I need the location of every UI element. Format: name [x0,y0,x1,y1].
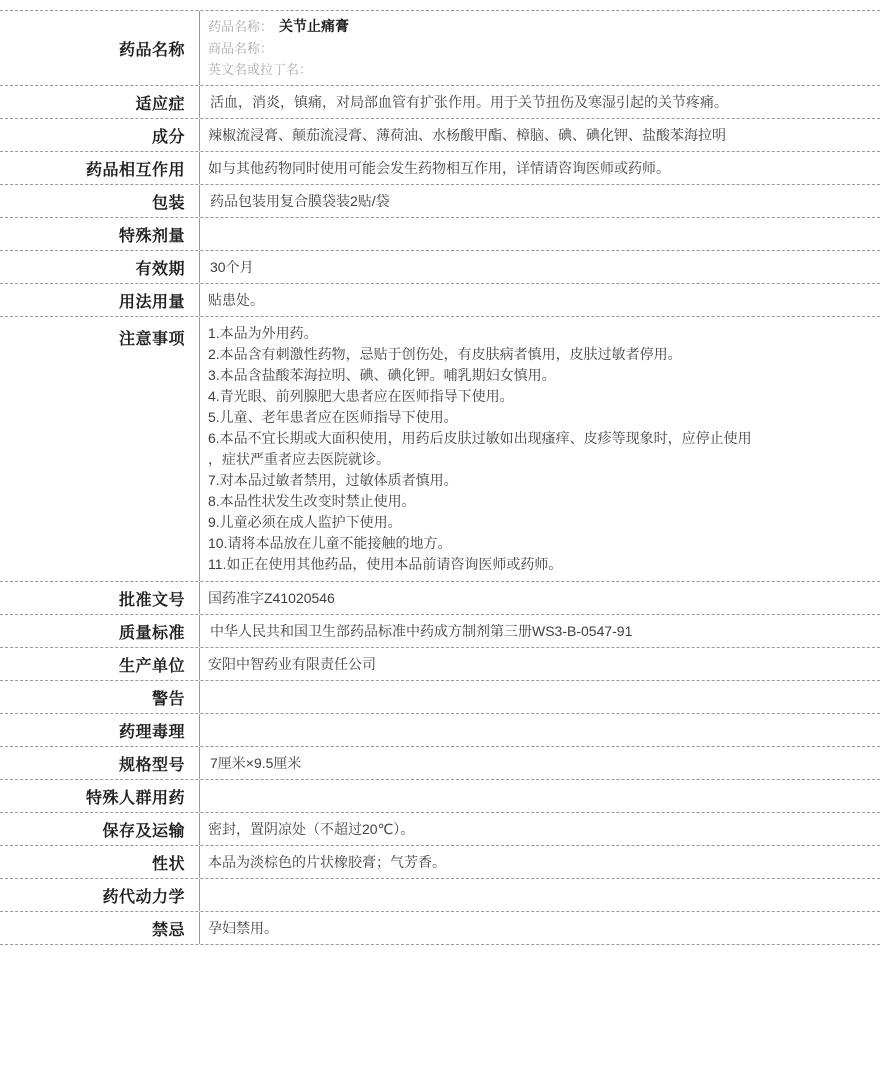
row-value: 密封，置阴凉处（不超过20℃）。 [208,821,415,837]
table-row-approval-number [0,582,880,615]
row-label: 用法用量 [0,284,200,316]
row-label: 包装 [0,185,200,217]
table-row-pharmacology-toxicology [0,714,880,747]
precaution-item: 8.本品性状发生改变时禁止使用。 [208,493,416,509]
table-row-packaging [0,185,880,218]
table-row-contraindications [0,912,880,945]
row-value: 活血，消炎，镇痛，对局部血管有扩张作用。用于关节扭伤及寒湿引起的关节疼痛。 [210,94,728,110]
field-key-drug-name: 药品名称： [208,19,274,34]
table-row-quality-standard [0,615,880,648]
precaution-item: 2.本品含有刺激性药物，忌贴于创伤处，有皮肤病者慎用，皮肤过敏者停用。 [208,346,682,362]
precaution-item: 7.对本品过敏者禁用，过敏体质者慎用。 [208,472,458,488]
precaution-item: 9.儿童必须在成人监护下使用。 [208,514,402,530]
drug-info-table [0,10,880,945]
row-value: 药品包装用复合膜袋装2贴/袋 [210,193,390,209]
precaution-item-wrap: ，症状严重者应去医院就诊。 [208,451,390,467]
table-row-pharmacokinetics [0,879,880,912]
table-row-storage-transport [0,813,880,846]
row-label: 批准文号 [0,582,200,614]
row-label: 生产单位 [0,648,200,680]
row-value: 30个月 [210,259,254,275]
row-label: 适应症 [0,86,200,118]
table-row-manufacturer [0,648,880,681]
table-row-interactions [0,152,880,185]
row-value [200,681,880,713]
table-row-specification [0,747,880,780]
table-row-drug-name [0,11,880,86]
table-row-ingredients [0,119,880,152]
precaution-item: 1.本品为外用药。 [208,325,318,341]
table-row-usage-dosage [0,284,880,317]
trade-name-line [208,38,273,59]
table-row-indications [0,86,880,119]
row-label: 规格型号 [0,747,200,779]
table-row-special-populations [0,780,880,813]
row-label: 药品相互作用 [0,152,200,184]
row-value [200,317,880,581]
row-label: 特殊人群用药 [0,780,200,812]
row-label: 注意事项 [0,317,200,581]
row-label: 质量标准 [0,615,200,647]
precaution-item: 3.本品含盐酸苯海拉明、碘、碘化钾。哺乳期妇女慎用。 [208,367,556,383]
row-value: 辣椒流浸膏、颠茄流浸膏、薄荷油、水杨酸甲酯、樟脑、碘、碘化钾、盐酸苯海拉明 [208,127,726,143]
row-label: 药品名称 [0,11,200,85]
row-value [200,218,880,250]
precaution-item: 5.儿童、老年患者应在医师指导下使用。 [208,409,458,425]
row-value: 孕妇禁用。 [208,920,278,936]
row-value: 如与其他药物同时使用可能会发生药物相互作用，详情请咨询医师或药师。 [208,160,670,176]
drug-name-line [208,16,349,38]
precaution-item: 10.请将本品放在儿童不能接触的地方。 [208,535,452,551]
precaution-item: 6.本品不宜长期或大面积使用，用药后皮肤过敏如出现瘙痒、皮疹等现象时，应停止使用 [208,430,752,446]
table-row-precautions [0,317,880,582]
table-row-warning [0,681,880,714]
drug-name-value: 关节止痛膏 [279,20,350,35]
row-value: 国药准字Z41020546 [208,590,335,606]
row-label: 药理毒理 [0,714,200,746]
row-value: 贴患处。 [208,292,264,308]
field-key-trade-name: 商品名称： [208,41,274,56]
field-key-english-name: 英文名或拉丁名： [208,62,313,77]
row-label: 禁忌 [0,912,200,944]
row-value: 安阳中智药业有限责任公司 [208,656,376,672]
table-row-special-dosage [0,218,880,251]
row-label: 有效期 [0,251,200,283]
row-label: 特殊剂量 [0,218,200,250]
precaution-item: 4.青光眼、前列腺肥大患者应在医师指导下使用。 [208,388,514,404]
row-value [200,780,880,812]
row-value [200,879,880,911]
english-name-line [208,59,312,80]
row-label: 药代动力学 [0,879,200,911]
table-row-shelf-life [0,251,880,284]
row-value [200,714,880,746]
row-value: 中华人民共和国卫生部药品标准中药成方制剂第三册WS3-B-0547-91 [210,623,633,639]
row-label: 成分 [0,119,200,151]
row-label: 性状 [0,846,200,878]
row-label: 保存及运输 [0,813,200,845]
table-row-properties [0,846,880,879]
row-value: 本品为淡棕色的片状橡胶膏；气芳香。 [208,854,446,870]
row-label: 警告 [0,681,200,713]
row-value [200,11,880,85]
precaution-item: 11.如正在使用其他药品，使用本品前请咨询医师或药师。 [208,556,563,572]
row-value: 7厘米×9.5厘米 [210,755,302,771]
